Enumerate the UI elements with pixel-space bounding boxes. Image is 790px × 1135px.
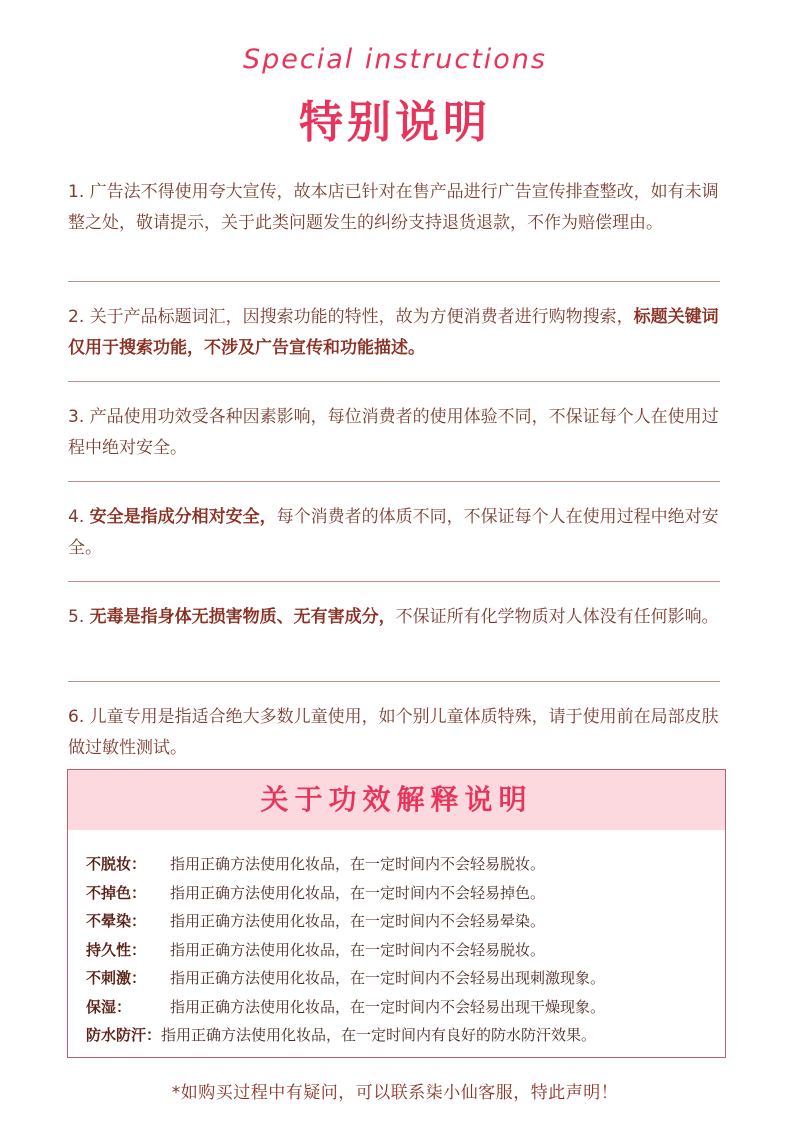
notice-item-6-text: 6. 儿童专用是指适合绝大多数儿童使用，如个别儿童体质特殊，请于使用前在局部皮肤做过敏性测试。 — [68, 707, 719, 758]
efficacy-term: 不掉色： — [86, 883, 147, 902]
title-english: Special instructions — [243, 44, 547, 75]
notice-item-5-suffix: 不保证所有化学物质对人体没有任何影响。 — [395, 607, 719, 627]
efficacy-desc: 指用正确方法使用化妆品，在一定时间内不会轻易出现干燥现象。 — [170, 997, 606, 1016]
efficacy-row — [86, 936, 715, 965]
efficacy-desc: 指用正确方法使用化妆品，在一定时间内不会轻易脱妆。 — [170, 855, 546, 873]
notice-item-5-prefix: 5. — [68, 607, 90, 627]
efficacy-row — [86, 850, 715, 879]
notice-item-5 — [68, 602, 728, 633]
notice-item-4 — [68, 502, 728, 564]
notice-item-4-prefix: 4. — [68, 507, 90, 527]
efficacy-term: 持久性： — [86, 940, 147, 959]
notice-item-2-text: 2. 关于产品标题词汇，因搜索功能的特性，故为方便消费者进行购物搜索， — [68, 307, 634, 327]
efficacy-desc: 指用正确方法使用化妆品，在一定时间内不会轻易掉色。 — [170, 883, 546, 902]
divider — [68, 481, 720, 482]
efficacy-term: 不刺激： — [86, 969, 147, 987]
divider — [68, 681, 720, 682]
divider — [68, 381, 720, 382]
notice-item-2-bold: 标题关键词仅用于搜索功能，不涉及广告宣传和功能描述。 — [68, 307, 719, 358]
notice-item-4-bold: 安全是指成分相对安全， — [89, 507, 277, 527]
notice-item-5-bold: 无毒是指身体无损害物质、无有害成分， — [89, 607, 396, 627]
efficacy-term: 保湿： — [86, 997, 132, 1016]
efficacy-row — [86, 993, 715, 1022]
divider — [68, 281, 720, 282]
efficacy-title: 关于功效解释说明 — [68, 770, 725, 830]
notice-item-4-suffix: 每个消费者的体质不同，不保证每个人在使用过程中绝对安全。 — [68, 507, 719, 558]
efficacy-desc: 指用正确方法使用化妆品，在一定时间内不会轻易晕染。 — [170, 912, 546, 930]
efficacy-row — [86, 964, 715, 993]
efficacy-row — [86, 1021, 715, 1050]
efficacy-term: 不脱妆： — [86, 855, 147, 873]
efficacy-term: 不晕染： — [86, 912, 147, 930]
notice-item-6 — [68, 702, 728, 764]
notice-item-3 — [68, 402, 728, 464]
efficacy-list — [86, 850, 715, 1050]
footer-note: *如购买过程中有疑问，可以联系柒小仙客服，特此声明！ — [171, 1083, 619, 1103]
divider — [68, 581, 720, 582]
efficacy-desc: 指用正确方法使用化妆品，在一定时间内不会轻易出现刺激现象。 — [170, 969, 606, 987]
efficacy-term: 防水防汗： — [86, 1026, 162, 1044]
notice-item-1-text: 1. 广告法不得使用夸大宣传，故本店已针对在售产品进行广告宣传排查整改，如有未调整之处，敬请提示，关于此类问题发生的纠纷支持退货退款，不作为赔偿理由。 — [68, 182, 719, 233]
efficacy-desc: 指用正确方法使用化妆品，在一定时间内不会轻易脱妆。 — [170, 940, 546, 959]
efficacy-desc: 指用正确方法使用化妆品，在一定时间内有良好的防水防汗效果。 — [161, 1026, 597, 1044]
efficacy-row — [86, 907, 715, 936]
efficacy-row — [86, 879, 715, 908]
notice-item-2 — [68, 302, 728, 364]
notice-item-1 — [68, 177, 728, 239]
notice-item-3-text: 3. 产品使用功效受各种因素影响，每位消费者的使用体验不同，不保证每个人在使用过程中绝对安全。 — [68, 407, 719, 458]
efficacy-box — [67, 769, 726, 1058]
title-chinese: 特别说明 — [299, 97, 491, 148]
